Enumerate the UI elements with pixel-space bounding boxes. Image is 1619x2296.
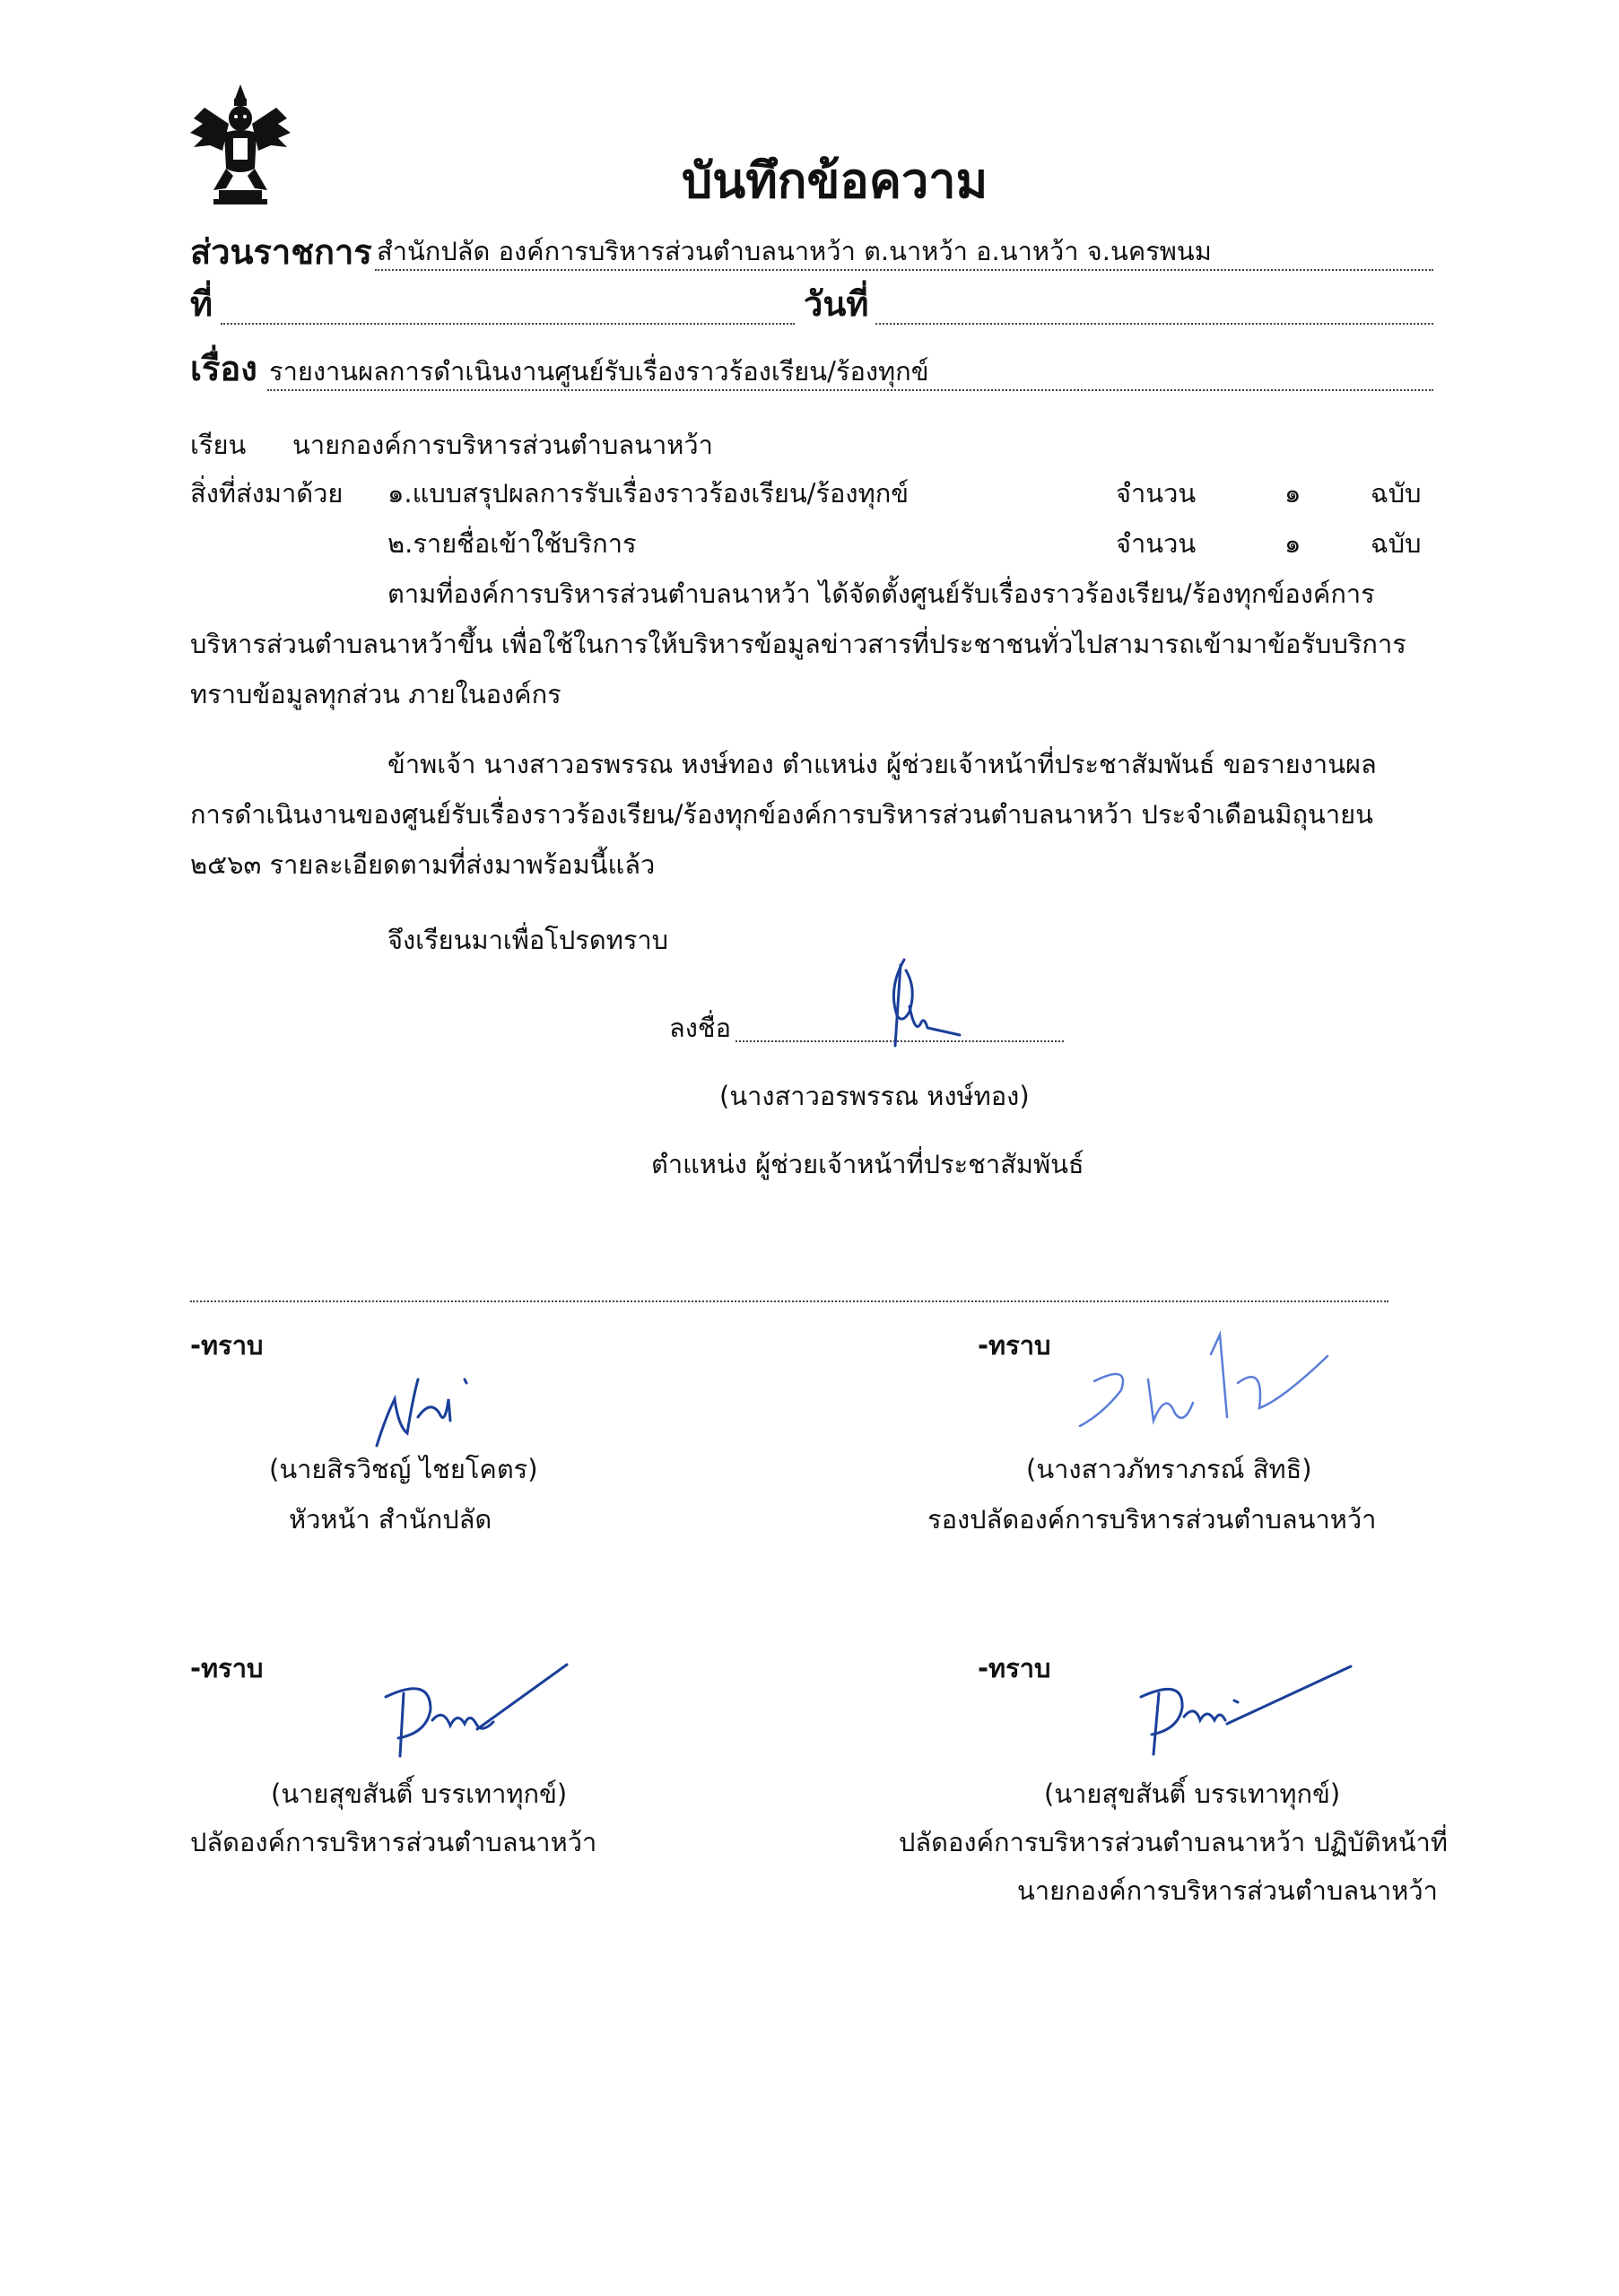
ack-position: ปลัดองค์การบริหารส่วนตำบลนาหว้า ปฏิบัติหน้าที่ xyxy=(899,1827,1448,1857)
ack-label: -ทราบ xyxy=(190,1653,264,1683)
to-value: นายกองค์การบริหารส่วนตำบลนาหว้า xyxy=(292,430,713,460)
ack-position: หัวหน้า สำนักปลัด xyxy=(289,1504,492,1535)
paragraph-1-line: ทราบข้อมูลทุกส่วน ภายในองค์กร xyxy=(190,679,561,709)
number-label: ที่ xyxy=(190,284,213,324)
attachment-unit: ฉบับ xyxy=(1371,478,1422,509)
sign-label: ลงชื่อ xyxy=(669,1013,732,1043)
paragraph-1-line: บริหารส่วนตำบลนาหว้าขึ้น เพื่อใช้ในการให้บริหารข้อมูลข่าวสารที่ประชาชนทั่วไปสามารถเข้ามาข้อรับบริการ xyxy=(190,629,1406,659)
ack-name: (นายสุขสันติ์ บรรเทาทุกข์) xyxy=(271,1779,568,1809)
agency-dotted-line xyxy=(375,269,1433,271)
signature-image xyxy=(1128,1661,1353,1760)
ack-name: (นายสิรวิชญ์ ไชยโคตร) xyxy=(269,1454,538,1484)
date-dotted-line xyxy=(875,323,1433,325)
ack-label: -ทราบ xyxy=(978,1330,1051,1361)
attachment-qty: ๑ xyxy=(1284,478,1301,509)
signer-position: ตำแหน่ง ผู้ช่วยเจ้าหน้าที่ประชาสัมพันธ์ xyxy=(651,1149,1084,1179)
paragraph-2-line: การดำเนินงานของศูนย์รับเรื่องราวร้องเรียน/ร้องทุกข์องค์การบริหารส่วนตำบลนาหว้า ประจำเดือนมิถุนายน xyxy=(190,799,1373,830)
attachment-qty: ๑ xyxy=(1284,528,1301,559)
signature-image xyxy=(368,1363,484,1453)
attachment-unit: ฉบับ xyxy=(1371,528,1422,559)
paragraph-1-line: ตามที่องค์การบริหารส่วนตำบลนาหว้า ได้จัดตั้งศูนย์รับเรื่องราวร้องเรียน/ร้องทุกข์องค์การ xyxy=(387,578,1375,609)
ack-name: (นายสุขสันติ์ บรรเทาทุกข์) xyxy=(1044,1779,1341,1809)
number-dotted-line xyxy=(221,323,795,325)
ack-position: ปลัดองค์การบริหารส่วนตำบลนาหว้า xyxy=(190,1827,597,1857)
agency-value: สำนักปลัด องค์การบริหารส่วนตำบลนาหว้า ต.นาหว้า อ.นาหว้า จ.นครพนม xyxy=(377,236,1212,266)
signature-image xyxy=(870,952,969,1051)
to-label: เรียน xyxy=(190,430,247,460)
subject-dotted-line xyxy=(267,389,1433,391)
ack-label: -ทราบ xyxy=(978,1653,1051,1683)
signature-image xyxy=(1067,1327,1336,1444)
ack-label: -ทราบ xyxy=(190,1330,264,1361)
attachments-label: สิ่งที่ส่งมาด้วย xyxy=(190,478,344,509)
attachment-qty-label: จำนวน xyxy=(1116,528,1197,559)
garuda-emblem-icon xyxy=(187,83,294,208)
signer-name: (นางสาวอรพรรณ หงษ์ทอง) xyxy=(719,1081,1030,1111)
section-divider xyxy=(190,1300,1388,1302)
attachment-qty-label: จำนวน xyxy=(1116,478,1197,509)
signature-image xyxy=(377,1657,574,1774)
agency-label: ส่วนราชการ xyxy=(190,232,372,272)
ack-position: นายกองค์การบริหารส่วนตำบลนาหว้า xyxy=(1017,1875,1438,1906)
subject-label: เรื่อง xyxy=(190,349,257,388)
attachment-item: ๑.แบบสรุปผลการรับเรื่องราวร้องเรียน/ร้องทุกข์ xyxy=(387,478,910,509)
paragraph-2-line: ๒๕๖๓ รายละเอียดตามที่ส่งมาพร้อมนี้แล้ว xyxy=(190,849,656,880)
closing-text: จึงเรียนมาเพื่อโปรดทราบ xyxy=(387,925,669,955)
ack-position: รองปลัดองค์การบริหารส่วนตำบลนาหว้า xyxy=(927,1504,1377,1535)
date-label: วันที่ xyxy=(804,284,869,324)
document-title: บันทึกข้อความ xyxy=(682,152,988,209)
subject-value: รายงานผลการดำเนินงานศูนย์รับเรื่องราวร้องเรียน/ร้องทุกข์ xyxy=(269,356,929,387)
attachment-item: ๒.รายชื่อเข้าใช้บริการ xyxy=(387,528,637,559)
paragraph-2-line: ข้าพเจ้า นางสาวอรพรรณ หงษ์ทอง ตำแหน่ง ผู้ช่วยเจ้าหน้าที่ประชาสัมพันธ์ ขอรายงานผล xyxy=(387,749,1377,779)
ack-name: (นางสาวภัทราภรณ์ สิทธิ) xyxy=(1026,1454,1312,1484)
